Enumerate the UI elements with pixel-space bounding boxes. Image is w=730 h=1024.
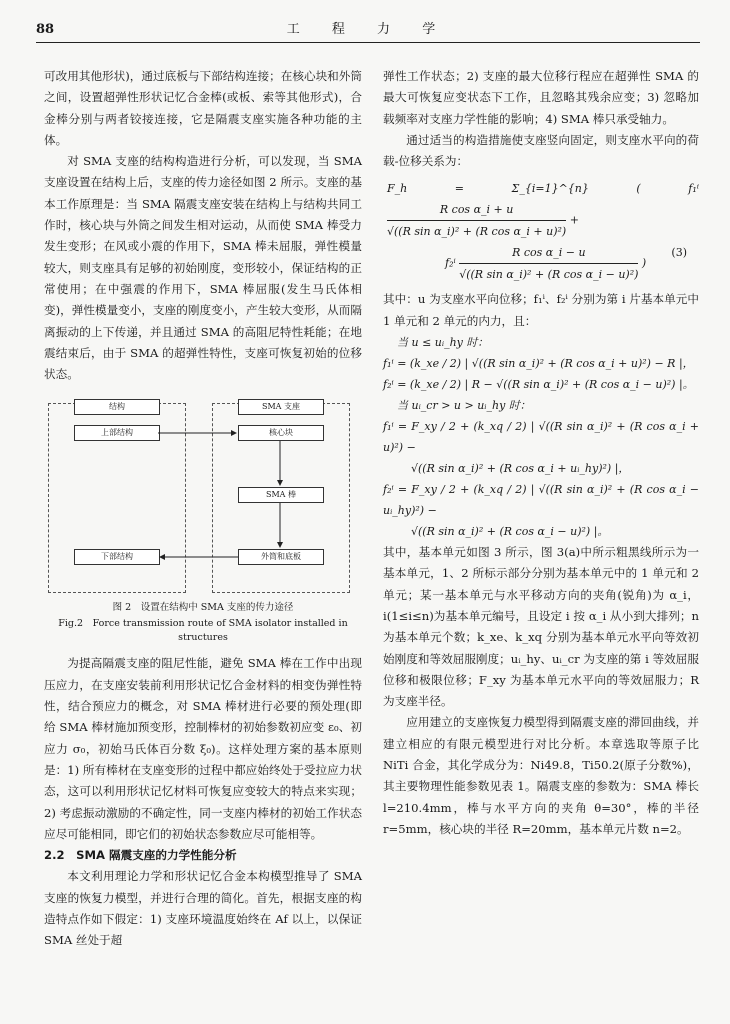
equation-f2-elastic: f₂ⁱ = (k_xe / 2) | R − √((R sin α_i)² + (R cos α_i − u)²) |。 bbox=[383, 378, 694, 392]
box-core-block: 核心块 bbox=[238, 425, 324, 441]
eq3-term1-num: R cos α_i + u bbox=[387, 199, 566, 221]
paragraph: 本文利用理论力学和形状记忆合金本构模型推导了 SMA 支座的恢复力模型，并进行合理的简化。首先，根据支座的构造特点作如下假定：1) 支座环境温度始终在 Af 以上，以保证 SMA 丝处于超 bbox=[44, 869, 362, 948]
eq3-term1-den: √((R sin α_i)² + (R cos α_i + u)²) bbox=[387, 225, 567, 239]
eq3-lhs: F_h = Σ_{i=1}^{n} ( bbox=[387, 182, 641, 196]
figure-caption-cn: 图 2 设置在结构中 SMA 支座的传力途径 bbox=[112, 602, 294, 614]
condition-2: 当 uᵢ_cr > u > uᵢ_hy 时： bbox=[397, 399, 531, 413]
section-heading: 2.2 SMA 隔震支座的力学性能分析 bbox=[44, 848, 237, 863]
equation-3: F_h = Σ_{i=1}^{n} ( f₁ⁱ $\frac{\text{R cos α\_i + u}}{\text{√((R sin α\_i)² + (R cos α\_i + u)²)}}$ + f₂ⁱ $\frac{\text{R cos α\_i − u}}{\text{√((R sin α\_i)² + (R cos α\_i − u)²)}}$ ) (3) bbox=[387, 178, 699, 285]
journal-title: 工 程 力 学 bbox=[286, 22, 450, 37]
figure-2-diagram bbox=[44, 399, 362, 599]
page-header bbox=[36, 14, 700, 43]
box-sma-support: SMA 支座 bbox=[238, 399, 324, 415]
paragraph: 其中：u 为支座水平向位移；f₁ⁱ、f₂ⁱ 分别为第 i 片基本单元中 1 单元和 2 单元的内力，且： bbox=[383, 292, 699, 328]
box-structure: 结构 bbox=[74, 399, 160, 415]
box-outer-tube: 外筒和底板 bbox=[238, 549, 324, 565]
eq3-term2-den: √((R sin α_i)² + (R cos α_i − u)²) bbox=[459, 268, 639, 282]
left-column bbox=[44, 66, 362, 952]
equation-f2-yield: f₂ⁱ = F_xy / 2 + (k_xq / 2) | √((R sin α_i)² + (R cos α_i − uᵢ_hy)²) − bbox=[383, 483, 699, 518]
equation-f1-elastic: f₁ⁱ = (k_xe / 2) | √((R sin α_i)² + (R cos α_i + u)²) − R |， bbox=[383, 357, 694, 371]
equation-f2-yield-cont: √((R sin α_i)² + (R cos α_i − u)²) |。 bbox=[411, 525, 609, 539]
figure-caption-en: Fig.2 Force transmission route of SMA isolator installed in structures bbox=[58, 618, 348, 644]
paragraph: 应用建立的支座恢复力模型得到隔震支座的滞回曲线，并建立相应的有限元模型进行对比分析。本章选取等原子比 NiTi 合金，其化学成分为：Ni49.8，Ti50.2(原子分数%)，其主要物理性能参数见表 1。隔震支座的参数为：SMA 棒长 l=210.4mm，棒与水平方向的夹角 θ=30°，棒的半径 r=5mm，核心块的半径 R=20mm，基本单元片数 n=2。 bbox=[383, 715, 699, 836]
paragraph: 其中，基本单元如图 3 所示，图 3(a)中所示粗黑线所示为一基本单元，1、2 所标示部分分别为基本单元中的 1 单元和 2 单元；某一基本单元与水平移动方向的夹角(锐角)为 α_i，i(1≤i≤n)为基本单元编号，且设定 i 按 α_i 从小到大排列；n 为基本单元个数；k_xe、k_xq 分别为基本单元水平向等效初始刚度和等效屈服刚度；uᵢ_hy、uᵢ_cr 为支座的第 i 等效屈服位移和极限位移；F_xy 为基本单元水平向的等效屈服力；R 为支座半径。 bbox=[383, 545, 699, 709]
paragraph: 可改用其他形状)，通过底板与下部结构连接；在核心块和外筒之间，设置超弹性形状记忆合金棒(或板、索等其他形式)，合金棒分别与两者铰接连接，它是隔震支座实施各种功能的主体。 bbox=[44, 69, 362, 147]
equation-number: (3) bbox=[671, 246, 687, 260]
paragraph: 为提高隔震支座的阻尼性能，避免 SMA 棒在工作中出现压应力，在支座安装前利用形状记忆合金材料的相变伪弹性特性，结合预应力的概念，对 SMA 棒材进行必要的预处理(即给 SMA 棒材施加预变形，控制棒材的初始参数初应变 ε₀、初应力 σ₀，初始马氏体百分数 ξ₀)。这样处理方案的基本原则是：1) 所有棒材在支座变形的过程中都应始终处于受拉应力状态，这可以利用形状记忆材料可恢复应变较大的特点来实现；2) 考虑振动激励的不确定性，同一支座内棒材的初始工作状态应尽可能相同，即它们的初始状态参数应尽可能相等。 bbox=[44, 656, 362, 841]
equation-f1-yield: f₁ⁱ = F_xy / 2 + (k_xq / 2) | √((R sin α_i)² + (R cos α_i + u)²) − bbox=[383, 420, 699, 455]
eq3-term2-num: R cos α_i − u bbox=[459, 242, 638, 264]
paragraph: 弹性工作状态；2) 支座的最大位移行程应在超弹性 SMA 的最大可恢复应变状态下工作，且忽略其残余应变；3) 忽略加载频率对支座力学性能的影响；4) SMA 棒只承受轴力。 bbox=[383, 69, 699, 126]
right-column bbox=[383, 66, 699, 840]
condition-1: 当 u ≤ uᵢ_hy 时： bbox=[397, 336, 489, 350]
box-upper-structure: 上部结构 bbox=[74, 425, 160, 441]
page-number: 88 bbox=[36, 22, 55, 37]
flow-arrows bbox=[44, 399, 362, 599]
paragraph: 对 SMA 支座的结构构造进行分析，可以发现，当 SMA 支座设置在结构上后，支座的传力途径如图 2 所示。支座的基本工作原理是：当 SMA 隔震支座安装在结构上与结构共同工作时，核心块与外筒之间发生相对运动，从而使 SMA 棒受力发生变形；在风或小震的作用下，SMA 棒未屈服，弹性模量较大，则支座具有足够的初始刚度，变形较小，保证结构的正常使用；在中强震的作用下，SMA 棒屈服(发生马氏体相变)，弹性模量变小，支座的刚度变小，产生较大变形，从而隔离振动的上下传递，并且通过 SMA 的高阻尼特性耗能；在地震结束后，由于 SMA 的超弹性特性，支座可恢复初始的位移状态。 bbox=[44, 154, 362, 382]
box-sma-rod: SMA 棒 bbox=[238, 487, 324, 503]
paragraph: 通过适当的构造措施使支座竖向固定，则支座水平向的荷载-位移关系为： bbox=[383, 132, 699, 169]
box-lower-structure: 下部结构 bbox=[74, 549, 160, 565]
equation-f1-yield-cont: √((R sin α_i)² + (R cos α_i + uᵢ_hy)²) |， bbox=[411, 462, 630, 476]
